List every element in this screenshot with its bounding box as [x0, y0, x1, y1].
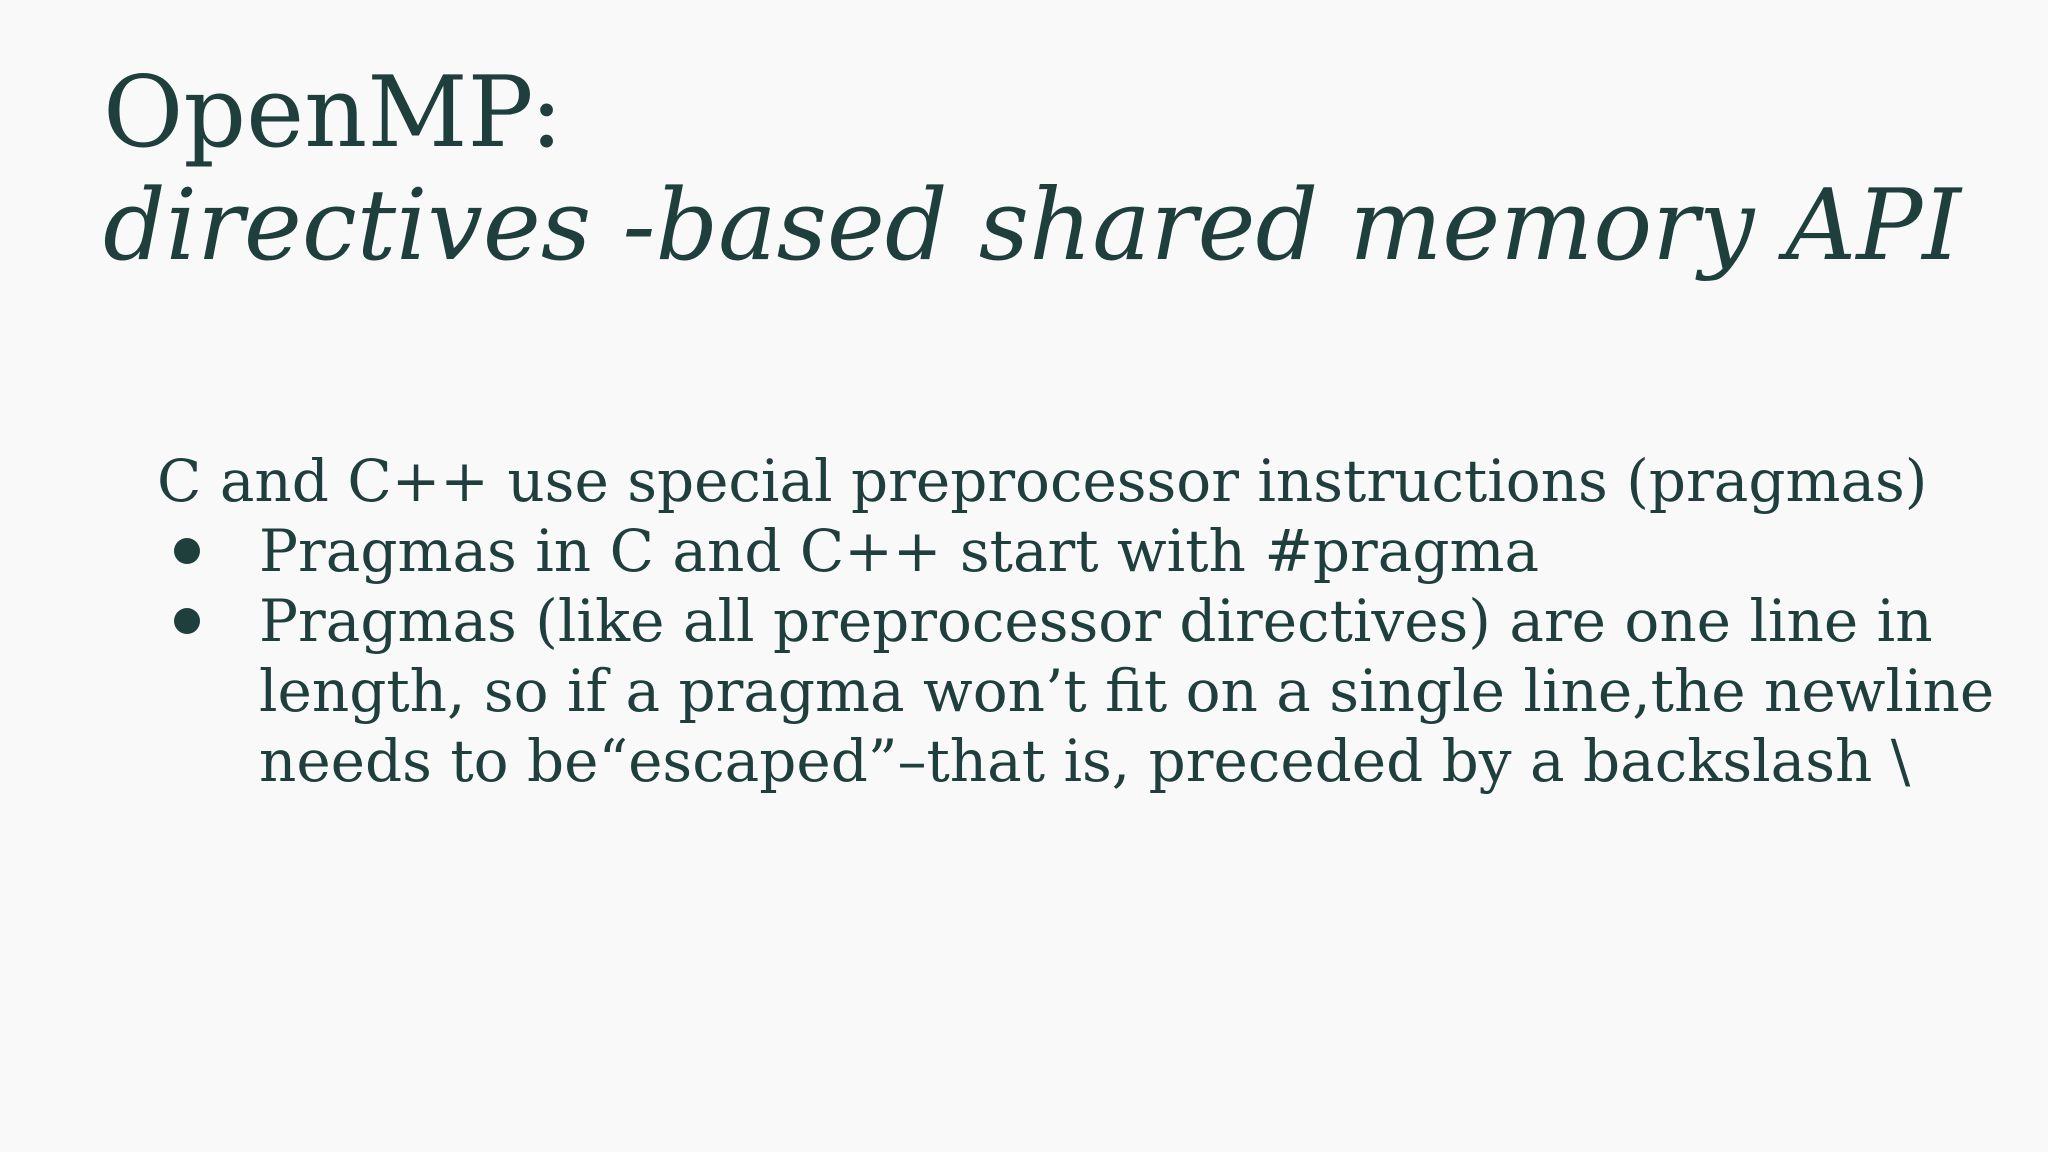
bullet-text-line: needs to be“escaped”–that is, preceded by a backslash \ — [259, 727, 1911, 795]
bullet-text: Pragmas in C and C++ start with #pragma — [259, 517, 1540, 585]
bullet-dot-icon — [174, 538, 200, 564]
bullet-dot-icon — [174, 608, 200, 634]
slide-body — [157, 446, 1995, 796]
bullet-item — [157, 516, 1959, 586]
slide-subtitle: directives -based shared memory API — [103, 169, 1961, 283]
bullet-list — [157, 516, 1995, 796]
bullet-text-line: Pragmas (like all preprocessor directives) are one line in — [259, 587, 1933, 655]
slide-title: OpenMP: — [103, 56, 563, 170]
intro-text: C and C++ use special preprocessor instructions (pragmas) — [157, 447, 1928, 515]
bullet-text-line: length, so if a pragma won’t fit on a single line,the newline — [259, 657, 1995, 725]
bullet-item — [157, 586, 1995, 796]
